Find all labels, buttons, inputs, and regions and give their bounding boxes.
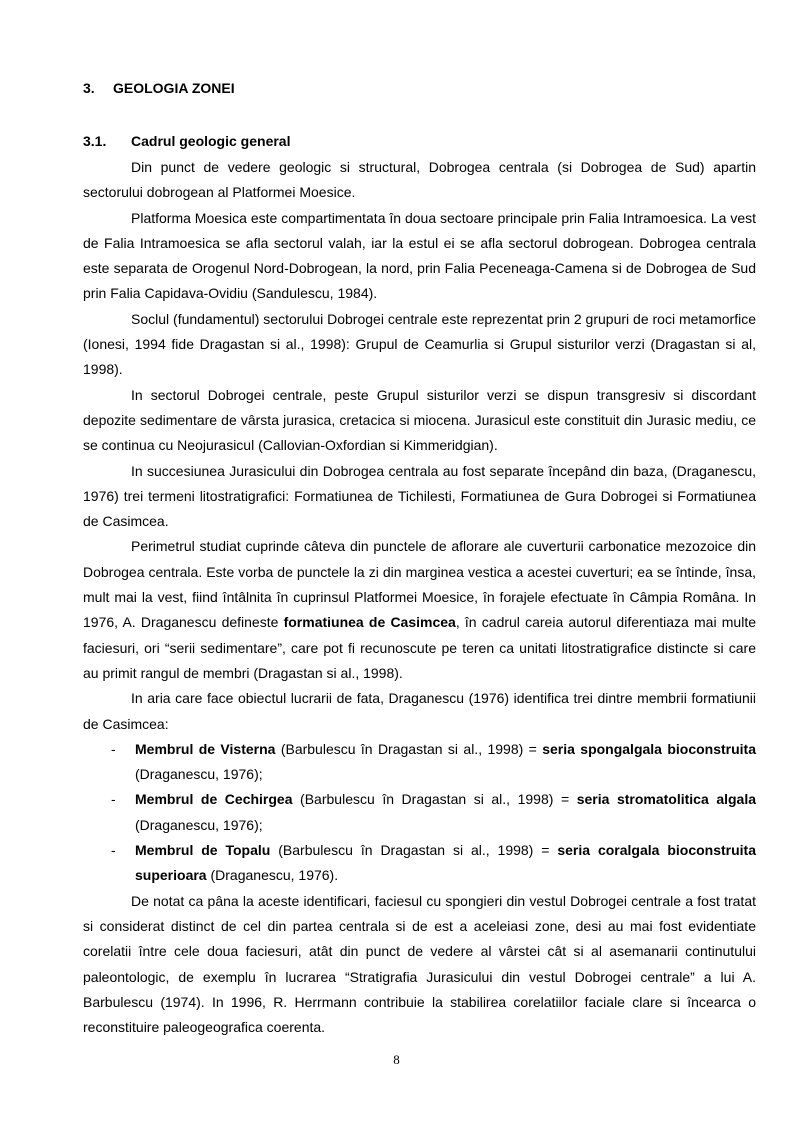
paragraph-5: In succesiunea Jurasicului din Dobrogea centrala au fost separate începând din baza, (Draganescu, 1976) trei termeni litostratigrafici: Formatiunea de Tichilesti, Formatiunea de Gura Dobrogei si Formatiunea de Casimcea. xyxy=(83,462,756,530)
members-list xyxy=(83,737,756,889)
member-citation: (Draganescu, 1976). xyxy=(206,867,339,884)
paragraph-4: In sectorul Dobrogei centrale, peste Grupul sisturilor verzi se dispun transgresiv si discordant depozite sedimentare de vârsta jurasica, cretacica si miocena. Jurasicul este constituit din Jurasic mediu, ce se continua cu Neojurasicul (Callovian-Oxfordian si Kimmeridgian). xyxy=(83,386,756,454)
list-item xyxy=(83,737,756,788)
paragraph-1: Din punct de vedere geologic si structural, Dobrogea centrala (si Dobrogea de Sud) apartin sectorului dobrogean al Platformei Moesice. xyxy=(83,159,756,201)
paragraph-6-text-b: , în cadrul careia autorul diferentiaza mai multe faciesuri, ori “serii sedimentare”, care pot fi recunoscute pe teren ca unitati litostratigrafice distincte si care au primit rangul de membri (Dragastan si al., 1998). xyxy=(83,614,756,681)
member-name: Membrul de Visterna xyxy=(135,740,276,757)
page-number: 8 xyxy=(393,1052,400,1067)
member-name: Membrul de Cechirgea xyxy=(135,791,293,808)
member-series: seria stromatolitica algala xyxy=(576,791,757,808)
member-citation: (Draganescu, 1976); xyxy=(135,816,263,833)
subsection-number: 3.1. xyxy=(83,133,107,149)
section-title: GEOLOGIA ZONEI xyxy=(113,80,235,96)
member-citation: (Draganescu, 1976); xyxy=(135,766,263,783)
paragraph-3: Soclul (fundamentul) sectorului Dobrogei centrale este reprezentat prin 2 grupuri de roci metamorfice (Ionesi, 1994 fide Dragastan si al., 1998): Grupul de Ceamurlia si Grupul sisturilor verzi (Dragastan si al, 1998). xyxy=(83,310,756,378)
paragraph-6-text-a: Perimetrul studiat cuprinde câteva din punctele de aflorare ale cuverturii carbonatice mezozoice din Dobrogea centrala. Este vorba de punctele la zi din marginea vestica a acestei cuverturi; ea se întinde, însa, mult mai la vest, fiind întâlnita în cuprinsul Platformei Moesice, în forajele efectuate în Câmpia Româna. In 1976, A. Draganescu defineste xyxy=(83,538,756,631)
body-text xyxy=(83,155,756,1040)
member-name: Membrul de Topalu xyxy=(135,842,271,859)
list-item xyxy=(83,787,756,838)
section-number: 3. xyxy=(83,80,95,96)
member-reference: (Barbulescu în Dragastan si al., 1998) = xyxy=(292,791,577,808)
list-dash: - xyxy=(111,740,116,757)
member-reference: (Barbulescu în Dragastan si al., 1998) = xyxy=(270,842,558,859)
paragraph-6 xyxy=(83,534,756,686)
member-series: seria spongalgala bioconstruita xyxy=(542,740,757,757)
subsection-title: Cadrul geologic general xyxy=(131,133,291,149)
subsection-heading xyxy=(83,133,290,149)
paragraph-6-bold-term: formatiunea de Casimcea xyxy=(283,614,456,631)
member-reference: (Barbulescu în Dragastan si al., 1998) = xyxy=(275,740,543,757)
list-dash: - xyxy=(111,842,116,859)
paragraph-7: In aria care face obiectul lucrarii de fata, Draganescu (1976) identifica trei dintre membrii formatiunii de Casimcea: xyxy=(83,690,756,732)
list-dash: - xyxy=(111,791,116,808)
paragraph-8: De notat ca pâna la aceste identificari, faciesul cu spongieri din vestul Dobrogei centrale a fost tratat si considerat distinct de cel din partea centrala si de est a aceleiasi zone, desi au mai fost evidentiate corelatii între cele doua faciesuri, atât din punct de vedere al vârstei cât si al asemanarii continutului paleontologic, de exemplu în lucrarea “Stratigrafia Jurasicului din vestul Dobrogei centrale” a lui A. Barbulescu (1974). In 1996, R. Herrmann contribuie la stabilirea corelatiilor faciale clare si încearca o reconstituire paleogeografica coerenta. xyxy=(83,892,756,1036)
section-heading xyxy=(83,80,235,96)
member-series: seria coralgala bioconstruita superioara xyxy=(135,842,756,884)
list-item xyxy=(83,838,756,889)
paragraph-2: Platforma Moesica este compartimentata în doua sectoare principale prin Falia Intramoesica. La vest de Falia Intramoesica se afla sectorul valah, iar la estul ei se afla sectorul dobrogean. Dobrogea centrala este separata de Orogenul Nord-Dobrogean, la nord, prin Falia Peceneaga-Camena si de Dobrogea de Sud prin Falia Capidava-Ovidiu (Sandulescu, 1984). xyxy=(83,209,756,302)
